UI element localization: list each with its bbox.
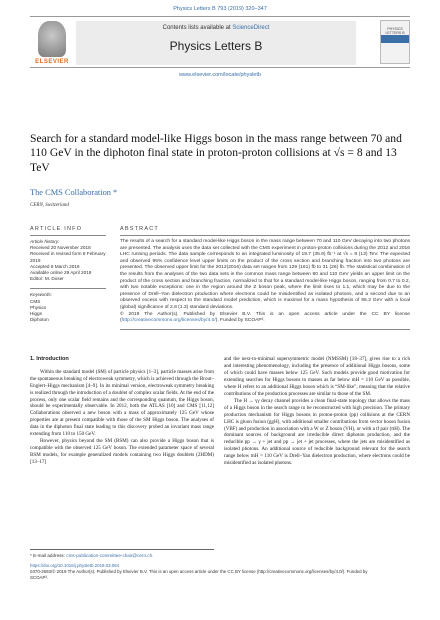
article-authors[interactable]: The CMS Collaboration * — [30, 188, 118, 197]
contents-prefix: Contents lists available at — [162, 25, 231, 31]
body-paragraph: and the next-to-minimal supersymmetric model (NMSSM) [18–37], gives rise to a rich and interesting phenomenology, including the presence of additional Higgs bosons, some of which could have masses below 125 GeV. Such models provide good motivation for extending searches for Higgs bosons to masses as far below mH = 110 GeV as possible, where H refers to an additional Higgs boson which is “SM-like”, meaning that the relative contributions of the production processes are similar to those of the SM. — [224, 356, 410, 397]
abstract-heading: ABSTRACT — [120, 226, 410, 236]
article-info-panel — [30, 226, 106, 323]
journal-header — [30, 16, 410, 68]
body-paragraph: Within the standard model (SM) of particle physics [1–3], particle masses arise from the spontaneous breaking of electroweak symmetry, which is achieved through the Brout–Englert–Higgs mechanism [4–9]. In its minimal version, electroweak symmetry breaking is realized through the introduction of a doublet of complex scalar fields. At the end of the process, only one scalar field remains and the corresponding quantum, the Higgs boson, should be experimentally observable. In 2012, both the ATLAS [10] and CMS [11,12] Collaborations observed a new boson with a mass of approximately 125 GeV whose properties are at present compatible with those of the SM Higgs boson. The analyses of data in the diphoton final state leading to this discovery probed an invariant mass range extending from 110 to 150 GeV. — [30, 368, 214, 438]
footnote-marker: * — [30, 553, 32, 558]
journal-url-link[interactable]: www.elsevier.com/locate/physletb — [179, 72, 261, 78]
abstract-copyright — [120, 312, 410, 325]
page-footer — [30, 563, 410, 581]
elsevier-logo — [30, 19, 74, 67]
journal-title: Physics Letters B — [169, 39, 263, 53]
footnote-label: E-mail address: — [33, 553, 65, 558]
keyword: Higgs — [30, 311, 42, 317]
sciencedirect-link[interactable]: ScienceDirect — [232, 25, 270, 31]
body-column-right — [224, 356, 410, 468]
author-affiliation: CERN, Switzerland — [30, 203, 69, 208]
journal-title-band — [76, 21, 356, 65]
history-item: Editor: M. Doser — [30, 276, 64, 282]
copyright-suffix: ). Funded by SCOAP³. — [215, 318, 265, 324]
history-label: Article history: — [30, 239, 60, 244]
history-item: Available online 29 April 2019 — [30, 270, 92, 276]
body-paragraph: The H → γγ decay channel provides a clean final-state topology that allows the mass of a Higgs boson in the search range to be reconstructed with high precision. The primary production mechanism for Higgs bosons in proton-proton (pp) collisions at the CERN LHC is gluon fusion (ggH), with additional smaller contributions from vector boson fusion (VBF) and production in association with a W or Z boson (VH), or with a tt̄ pair (ttH). The dominant sources of background are irreducible direct diphoton production, and the reducible pp → γ + jet and pp → jet + jet processes, where the jets are misidentified as isolated photons. An additional source of reducible background relevant for the search range below mH = 110 GeV is Drell–Yan dielectron production, where electrons could be misidentified as isolated photons. — [224, 397, 410, 467]
footer-funding-line: SCOAP³. — [30, 575, 49, 580]
keyword: CMS — [30, 298, 41, 304]
cover-band — [381, 35, 409, 43]
elsevier-tree-icon — [38, 21, 66, 57]
journal-cover-thumbnail — [380, 20, 410, 64]
running-head: Physics Letters B 793 (2019) 320–347 — [173, 6, 267, 12]
footer-license-line: 0370-2693/© 2019 The Author(s). Published by Elsevier B.V. This is an open access article under the CC BY license (http://creativecommons.org/licenses/by/4.0/). Funded by — [30, 569, 368, 574]
keyword: Diphoton — [30, 317, 49, 323]
doi-link[interactable]: https://doi.org/10.1016/j.physletb.2019.03.064 — [30, 563, 120, 568]
history-item: Accepted 8 March 2019 — [30, 263, 80, 269]
body-column-left — [30, 356, 214, 467]
body-paragraph: However, physics beyond the SM (BSM) can also provide a Higgs boson that is compatible with the observed 125 GeV boson. The extended parameter space of several BSM models, for example generalized models containing two Higgs doublets (2HDM) [13–17] — [30, 438, 214, 466]
keywords-label: Keywords: — [30, 292, 52, 298]
copyright-prefix: © 2019 The Author(s). Published by Elsevier B.V. This is an open access article under the CC BY license ( — [120, 311, 410, 324]
keywords-box — [30, 288, 106, 323]
contents-line — [76, 25, 356, 31]
abstract-panel — [120, 226, 410, 330]
history-item: Received in revised form 8 February 2019 — [30, 251, 106, 263]
publisher-name: ELSEVIER — [35, 59, 69, 65]
corresponding-footnote — [30, 549, 214, 558]
history-item: Received 20 November 2018 — [30, 245, 91, 251]
abstract-divider — [120, 329, 410, 330]
email-link[interactable]: cms-publication-committee-chair@cern.ch. — [66, 553, 154, 558]
section-title: 1. Introduction — [30, 356, 69, 362]
article-title: Search for a standard model-like Higgs boson in the mass range between 70 and 110 GeV in the diphoton final state in proton-proton collisions at √s = 8 and 13 TeV — [30, 132, 402, 174]
article-info-heading: ARTICLE INFO — [30, 226, 106, 236]
cover-title: PHYSICS LETTERS B — [385, 27, 405, 35]
keyword: Physics — [30, 304, 47, 310]
abstract-text: The results of a search for a standard model-like Higgs boson in the mass range between 70 and 110 GeV decaying into two photons are presented. The analysis uses the data set collected with the CMS experiment in proton-proton collisions during the 2012 and 2016 LHC running periods. The data sample corresponds to an integrated luminosity of 19.7 (35.9) fb⁻¹ at √s = 8 (13) TeV. The expected and observed 95% confidence level upper limits on the product of the cross section and branching fraction into two photons are presented. The observed upper limit for the 2012(2016) data set ranges from 129 (161) fb to 31 (26) fb. The statistical combination of the results from the analyses of the two data sets in the common mass range between 80 and 110 GeV yields an upper limit on the product of the cross section and branching fraction, normalized to that for a standard model-like Higgs boson, ranging from 0.7 to 0.2, with two notable exceptions: one in the region around the Z boson peak, where the limit rises to 1.1, which may be due to the presence of Drell–Yan dielectron production where electrons could be misidentified as isolated photons, and a second due to an observed excess with respect to the standard model prediction, which is maximal for a mass hypothesis of 95.3 GeV with a local (global) significance of 2.8 (1.3) standard deviations. — [120, 239, 410, 310]
license-link[interactable]: http://creativecommons.org/licenses/by/4.0/ — [121, 318, 216, 324]
